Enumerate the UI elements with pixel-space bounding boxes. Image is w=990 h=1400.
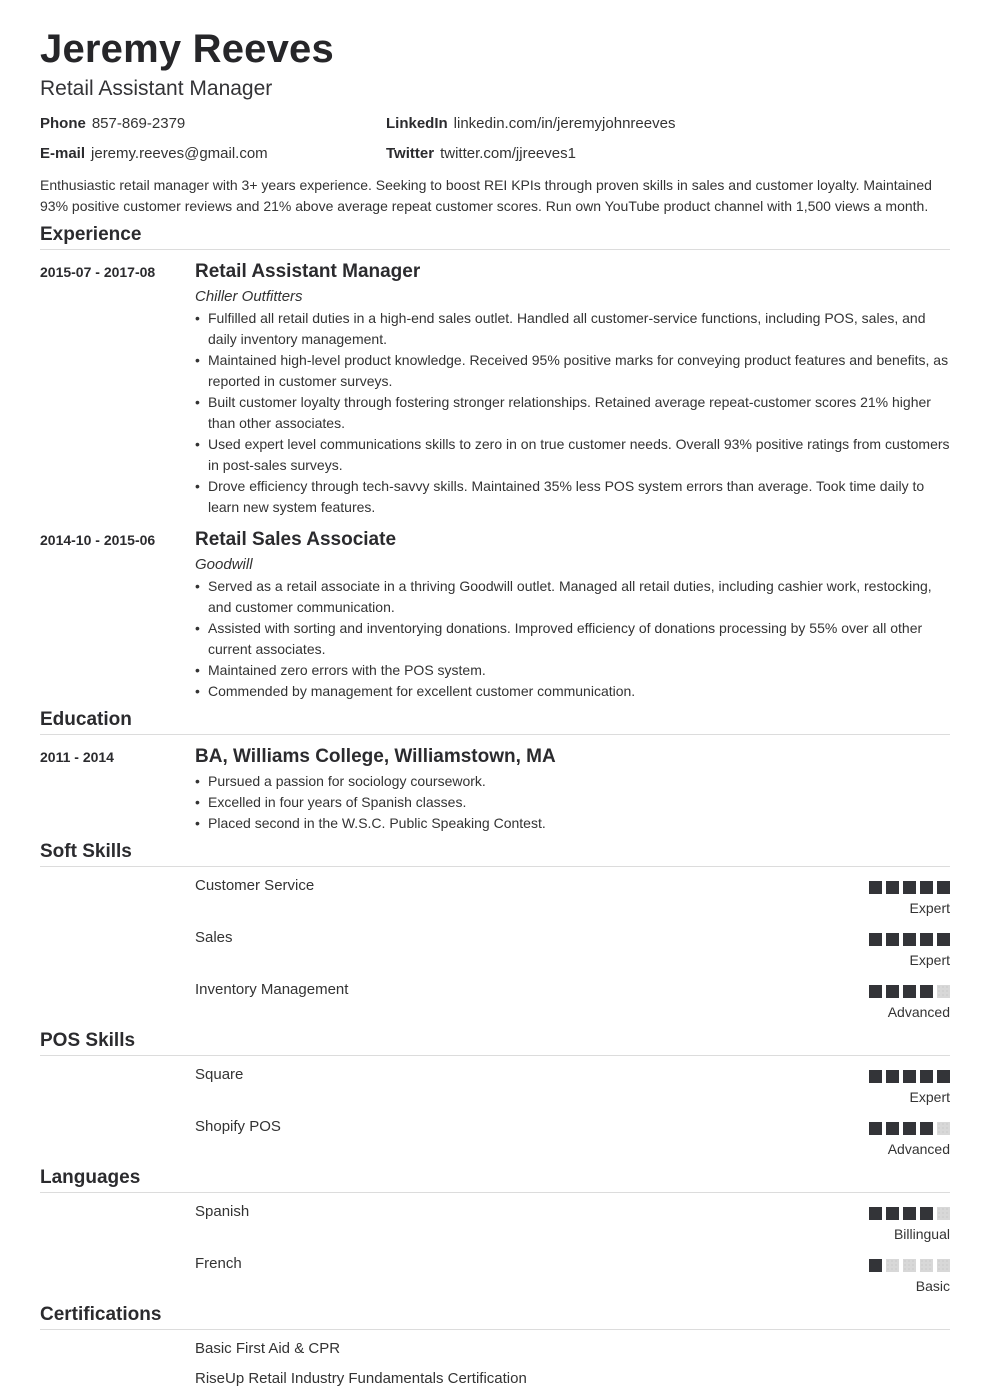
language-rating [869, 1259, 950, 1272]
rating-dot-filled [869, 933, 882, 946]
rating-dot-filled [869, 1070, 882, 1083]
bullet-item: • Pursued a passion for sociology coursework. [195, 771, 955, 792]
skill-name: Inventory Management [195, 981, 349, 998]
job-bullets [195, 308, 955, 518]
section-heading-pos-skills: POS Skills [40, 1029, 950, 1056]
bullet-item: • Used expert level communications skills to zero in on true customer needs. Overall 93% positive ratings from customers in post-sales surveys. [195, 434, 955, 476]
language-level: Billingual [893, 1226, 950, 1242]
contact-twitter [386, 145, 576, 163]
rating-dot-filled [886, 933, 899, 946]
job-title: Retail Sales Associate [195, 529, 397, 550]
skill-name: Shopify POS [195, 1118, 281, 1135]
rating-dot-filled [869, 1259, 882, 1272]
rating-dot-filled [869, 1207, 882, 1220]
section-heading-education: Education [40, 708, 950, 735]
bullet-item: • Drove efficiency through tech-savvy skills. Maintained 35% less POS system errors than average. Took time daily to learn new system features. [195, 476, 955, 518]
bullet-item: • Maintained zero errors with the POS system. [195, 660, 955, 681]
section-heading-languages: Languages [40, 1166, 950, 1193]
phone-label: Phone [40, 115, 86, 132]
job-bullets [195, 576, 955, 702]
bullet-item: • Assisted with sorting and inventorying donations. Improved efficiency of donations processing by 55% over all other current associates. [195, 618, 955, 660]
rating-dot-empty [937, 1207, 950, 1220]
education-dates: 2011 - 2014 [40, 749, 114, 765]
candidate-name: Jeremy Reeves [40, 27, 334, 71]
rating-dot-filled [869, 985, 882, 998]
rating-dot-filled [886, 1122, 899, 1135]
section-heading-experience: Experience [40, 223, 950, 250]
rating-dot-filled [937, 933, 950, 946]
contact-email [40, 145, 268, 163]
rating-dot-filled [903, 1122, 916, 1135]
skill-name: Sales [195, 929, 233, 946]
rating-dot-filled [903, 985, 916, 998]
bullet-item: • Served as a retail associate in a thriving Goodwill outlet. Managed all retail duties, including cashier work, restocking, and customer communication. [195, 576, 955, 618]
rating-dot-empty [937, 1122, 950, 1135]
rating-dot-filled [903, 1070, 916, 1083]
section-heading-certifications: Certifications [40, 1303, 950, 1330]
skill-level: Advanced [887, 1141, 950, 1157]
skill-rating [869, 1070, 950, 1083]
rating-dot-filled [903, 881, 916, 894]
education-degree: BA, Williams College, Williamstown, MA [195, 746, 556, 767]
linkedin-link[interactable]: linkedin.com/in/jeremyjohnreeves [453, 115, 676, 132]
twitter-link[interactable]: twitter.com/jjreeves1 [440, 145, 576, 162]
twitter-label: Twitter [386, 145, 435, 162]
skill-rating [869, 985, 950, 998]
contact-linkedin [386, 115, 675, 133]
bullet-item: • Excelled in four years of Spanish classes. [195, 792, 955, 813]
rating-dot-filled [920, 985, 933, 998]
language-name: Spanish [195, 1203, 250, 1220]
job-company: Goodwill [195, 556, 253, 573]
bullet-item: • Commended by management for excellent customer communication. [195, 681, 955, 702]
skill-rating [869, 1122, 950, 1135]
rating-dot-filled [886, 1070, 899, 1083]
language-level: Basic [915, 1278, 950, 1294]
job-dates: 2015-07 - 2017-08 [40, 264, 156, 280]
phone-value: 857-869-2379 [91, 115, 186, 132]
language-rating [869, 1207, 950, 1220]
section-heading-soft-skills: Soft Skills [40, 840, 950, 867]
rating-dot-filled [869, 881, 882, 894]
skill-name: Square [195, 1066, 244, 1083]
rating-dot-empty [886, 1259, 899, 1272]
skill-name: Customer Service [195, 877, 315, 894]
bullet-item: • Built customer loyalty through fostering stronger relationships. Retained average repeat-customer scores 21% higher than other associates. [195, 392, 955, 434]
bullet-item: • Fulfilled all retail duties in a high-end sales outlet. Handled all customer-service functions, including POS, sales, and daily inventory management. [195, 308, 955, 350]
education-bullets [195, 771, 955, 834]
email-link[interactable]: jeremy.reeves@gmail.com [91, 145, 268, 162]
rating-dot-filled [937, 1070, 950, 1083]
rating-dot-filled [920, 1122, 933, 1135]
rating-dot-filled [920, 1207, 933, 1220]
certification-item: RiseUp Retail Industry Fundamentals Certification [195, 1370, 527, 1387]
skill-level: Expert [909, 900, 950, 916]
skill-level: Advanced [887, 1004, 950, 1020]
rating-dot-filled [886, 881, 899, 894]
email-label: E-mail [40, 145, 86, 162]
certification-item: Basic First Aid & CPR [195, 1340, 341, 1357]
job-company: Chiller Outfitters [195, 288, 303, 305]
rating-dot-filled [903, 933, 916, 946]
linkedin-label: LinkedIn [386, 115, 448, 132]
job-dates: 2014-10 - 2015-06 [40, 532, 156, 548]
rating-dot-empty [937, 985, 950, 998]
rating-dot-filled [886, 1207, 899, 1220]
skill-rating [869, 881, 950, 894]
bullet-item: • Maintained high-level product knowledge. Received 95% positive marks for conveying product features and benefits, as reported in customer surveys. [195, 350, 955, 392]
job-title: Retail Assistant Manager [195, 261, 421, 282]
rating-dot-empty [903, 1259, 916, 1272]
rating-dot-filled [903, 1207, 916, 1220]
summary: Enthusiastic retail manager with 3+ years experience. Seeking to boost REI KPIs through proven skills in sales and customer loyalty. Maintained 93% positive customer reviews and 21% above average repeat customer scores. Run own YouTube product channel with 1,500 views a month. [40, 177, 932, 214]
skill-rating [869, 933, 950, 946]
rating-dot-filled [869, 1122, 882, 1135]
skill-level: Expert [909, 952, 950, 968]
rating-dot-empty [920, 1259, 933, 1272]
rating-dot-filled [886, 985, 899, 998]
candidate-title: Retail Assistant Manager [40, 77, 273, 100]
skill-level: Expert [909, 1089, 950, 1105]
rating-dot-filled [920, 881, 933, 894]
contact-phone [40, 115, 185, 133]
bullet-item: • Placed second in the W.S.C. Public Speaking Contest. [195, 813, 955, 834]
rating-dot-filled [937, 881, 950, 894]
rating-dot-filled [920, 933, 933, 946]
rating-dot-empty [937, 1259, 950, 1272]
language-name: French [195, 1255, 242, 1272]
rating-dot-filled [920, 1070, 933, 1083]
